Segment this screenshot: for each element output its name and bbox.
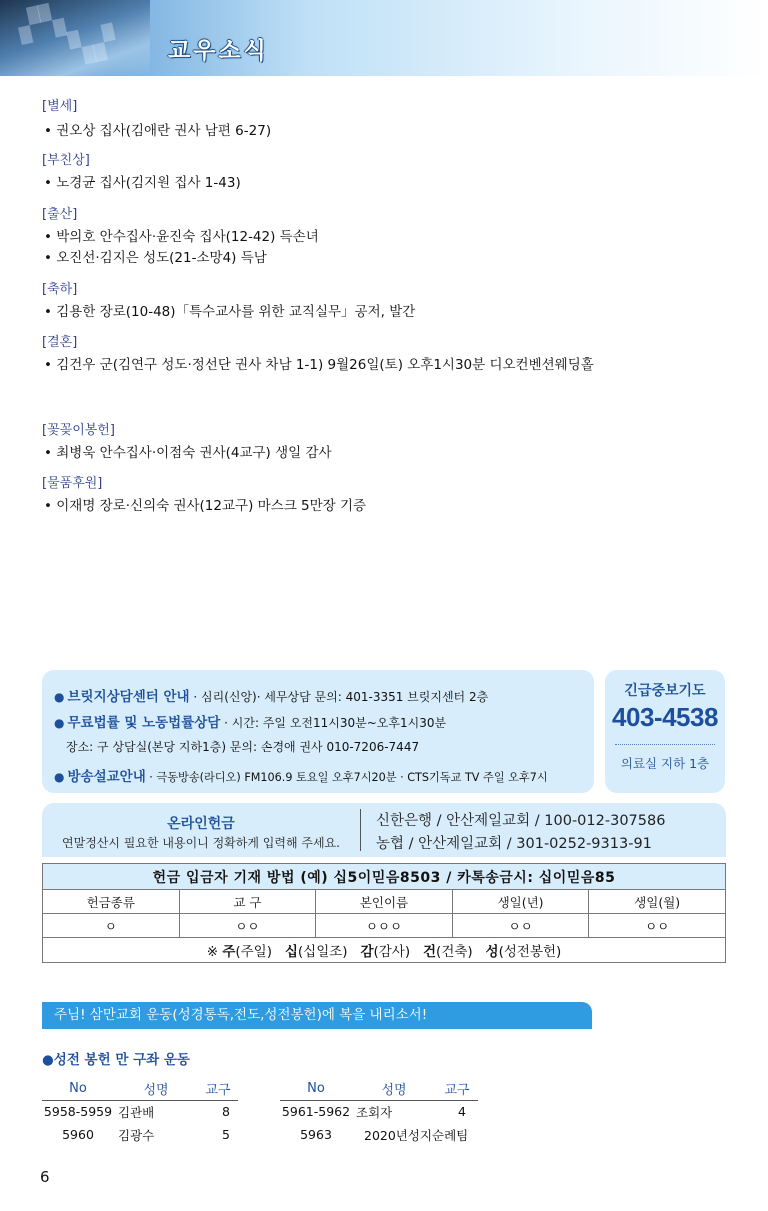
column-header: 본인이름: [316, 890, 453, 914]
note-key: 십: [284, 944, 298, 960]
online-offering-title: 온라인헌금: [167, 816, 235, 832]
legal-counsel-place: 장소: 구 상담실(본당 지하1층) 문의: 손경애 권사 010-7206-7447: [66, 740, 420, 754]
note-value: (십일조): [297, 944, 348, 960]
note-prefix: ※: [206, 944, 223, 960]
page-title: 교우소식: [168, 38, 269, 64]
news-item: • 최병욱 안수집사·이점숙 권사(4교구) 생일 감사: [44, 445, 332, 461]
column-header: No: [280, 1078, 352, 1100]
header-photo-texture: ▚▞: [66, 23, 120, 68]
section-heading: [물품후원]: [42, 476, 103, 491]
header-photo-texture: ▞▚: [14, 1, 68, 46]
table-cell: ㅇㅇ: [452, 914, 589, 938]
section-heading: [별세]: [42, 99, 78, 114]
section-heading: [결혼]: [42, 335, 78, 350]
news-section-flowers: [42, 422, 332, 464]
donor-no: 5960: [62, 1127, 94, 1142]
emergency-prayer-box: [605, 670, 725, 793]
bullet-icon: ●: [54, 690, 65, 704]
note-key: 건: [423, 944, 437, 960]
news-item: • 김용한 장로(10-48)「특수교사를 위한 교직실무」공저, 발간: [44, 304, 416, 320]
counseling-info-box: [42, 670, 594, 793]
news-item: • 오진선·김지은 성도(21-소망4) 득남: [44, 250, 267, 266]
emergency-title: 긴급중보기도: [624, 683, 706, 699]
note-key: 감: [360, 944, 374, 960]
news-section-celebration: [42, 281, 415, 323]
news-item: • 권오상 집사(김애란 권사 남편 6-27): [44, 123, 272, 139]
column-header: 생일(월): [589, 890, 726, 914]
table-row: [280, 1100, 478, 1123]
donor-district: 4: [458, 1104, 466, 1120]
note-key: 주: [222, 944, 236, 960]
table-row: [280, 1123, 478, 1146]
legal-counsel-row: [54, 711, 446, 731]
news-section-funeral: [42, 98, 271, 142]
donor-no: 5961-5962: [281, 1104, 351, 1120]
table-cell: ㅇㅇ: [589, 914, 726, 938]
bank-account-shinhan: 신한은행 / 안산제일교회 / 100-012-307586: [376, 813, 666, 829]
table-row: [42, 1100, 238, 1123]
donor-name: 조회자: [356, 1104, 393, 1120]
column-header: 헌금종류: [43, 890, 180, 914]
broadcast-title: 방송설교안내: [67, 769, 146, 785]
deposit-method-table: [42, 863, 726, 963]
news-section-father-death: [42, 152, 241, 194]
section-heading: [부친상]: [42, 153, 90, 168]
news-item: • 김건우 군(김연구 성도·정선단 권사 차남 1-1) 9월26일(토) 오후1시30분 디오컨벤션웨딩홀: [44, 357, 594, 373]
table-header-row: [42, 1078, 238, 1100]
note-value: (성전봉헌): [498, 944, 562, 960]
donor-no: 5963: [300, 1127, 332, 1142]
page-header: [0, 0, 768, 76]
emergency-phone: 403-4538: [612, 702, 718, 732]
section-heading: [출산]: [42, 207, 78, 222]
online-offering-subtitle: 연말정산시 필요한 내용이니 정확하게 입력해 주세요.: [62, 836, 340, 850]
table-header-row: [280, 1078, 478, 1100]
offering-code-note: [43, 938, 726, 963]
table-row: [43, 914, 726, 938]
table-header-row: [43, 890, 726, 914]
column-header: 교구: [198, 1078, 238, 1100]
column-header: 성명: [352, 1078, 436, 1100]
news-item: • 박의호 안수집사·윤진숙 집사(12-42) 득손녀: [44, 229, 319, 245]
broadcast-row: [54, 765, 548, 785]
bullet-icon: ●: [54, 770, 65, 784]
donor-district: 8: [222, 1104, 230, 1120]
dotted-divider: [615, 744, 715, 745]
column-header: 교 구: [179, 890, 316, 914]
vertical-divider: [360, 809, 361, 851]
news-section-donation: [42, 475, 366, 517]
bridge-center-row: [54, 685, 488, 705]
note-value: (주일): [235, 944, 272, 960]
note-key: 성: [485, 944, 499, 960]
section-heading: [꽃꽂이봉헌]: [42, 423, 115, 438]
campaign-section-title: ●성전 봉헌 만 구좌 운동: [42, 1052, 190, 1068]
table-note-row: [43, 938, 726, 963]
donor-name: 2020년성지순례팀: [364, 1127, 469, 1143]
news-section-birth: [42, 206, 319, 269]
column-header: No: [42, 1078, 114, 1100]
emergency-place: 의료실 지하 1층: [620, 756, 710, 771]
header-photo: [0, 0, 150, 76]
donor-name: 김광수: [118, 1127, 155, 1143]
news-item: • 이재명 장로·신의숙 권사(12교구) 마스크 5만장 기증: [44, 498, 367, 514]
bullet-icon: ●: [54, 716, 65, 730]
section-heading: [축하]: [42, 282, 78, 297]
deposit-method-title: 헌금 입금자 기재 방법 (예) 십5이믿음8503 / 카톡송금시: 십이믿음85: [43, 864, 726, 890]
donor-name: 김관배: [118, 1104, 155, 1120]
donor-no: 5958-5959: [43, 1104, 113, 1120]
column-header: 성명: [114, 1078, 198, 1100]
column-header: 생일(년): [452, 890, 589, 914]
news-item: • 노경균 집사(김지원 집사 1-43): [44, 175, 241, 191]
note-value: (건축): [436, 944, 473, 960]
news-section-wedding: [42, 334, 594, 376]
legal-counsel-text: · 시간: 주일 오전11시30분~오후1시30분: [220, 716, 447, 730]
table-row: [42, 1123, 238, 1146]
bridge-center-title: 브릿지상담센터 안내: [67, 689, 190, 705]
legal-counsel-title: 무료법률 및 노동법률상담: [67, 715, 221, 731]
table-cell: ㅇㅇ: [179, 914, 316, 938]
table-title-row: [43, 864, 726, 890]
table-cell: ㅇㅇㅇ: [316, 914, 453, 938]
page-number: 6: [40, 1168, 50, 1186]
donor-table-left: [42, 1078, 238, 1146]
table-cell: ㅇ: [43, 914, 180, 938]
donor-district: 5: [222, 1127, 230, 1142]
note-value: (감사): [373, 944, 411, 960]
column-header: 교구: [436, 1078, 478, 1100]
online-offering-box: [42, 803, 726, 857]
donor-table-right: [280, 1078, 478, 1146]
bank-account-nonghyup: 농협 / 안산제일교회 / 301-0252-9313-91: [376, 836, 652, 852]
bridge-center-text: · 심리(신앙)· 세무상담 문의: 401-3351 브릿지센터 2층: [189, 690, 489, 704]
broadcast-text: · 극동방송(라디오) FM106.9 토요일 오후7시20분 · CTS기독교 TV 주일 오후7시: [145, 771, 548, 784]
campaign-banner: 주님! 삼만교회 운동(성경통독,전도,성전봉헌)에 복을 내리소서!: [42, 1002, 592, 1029]
